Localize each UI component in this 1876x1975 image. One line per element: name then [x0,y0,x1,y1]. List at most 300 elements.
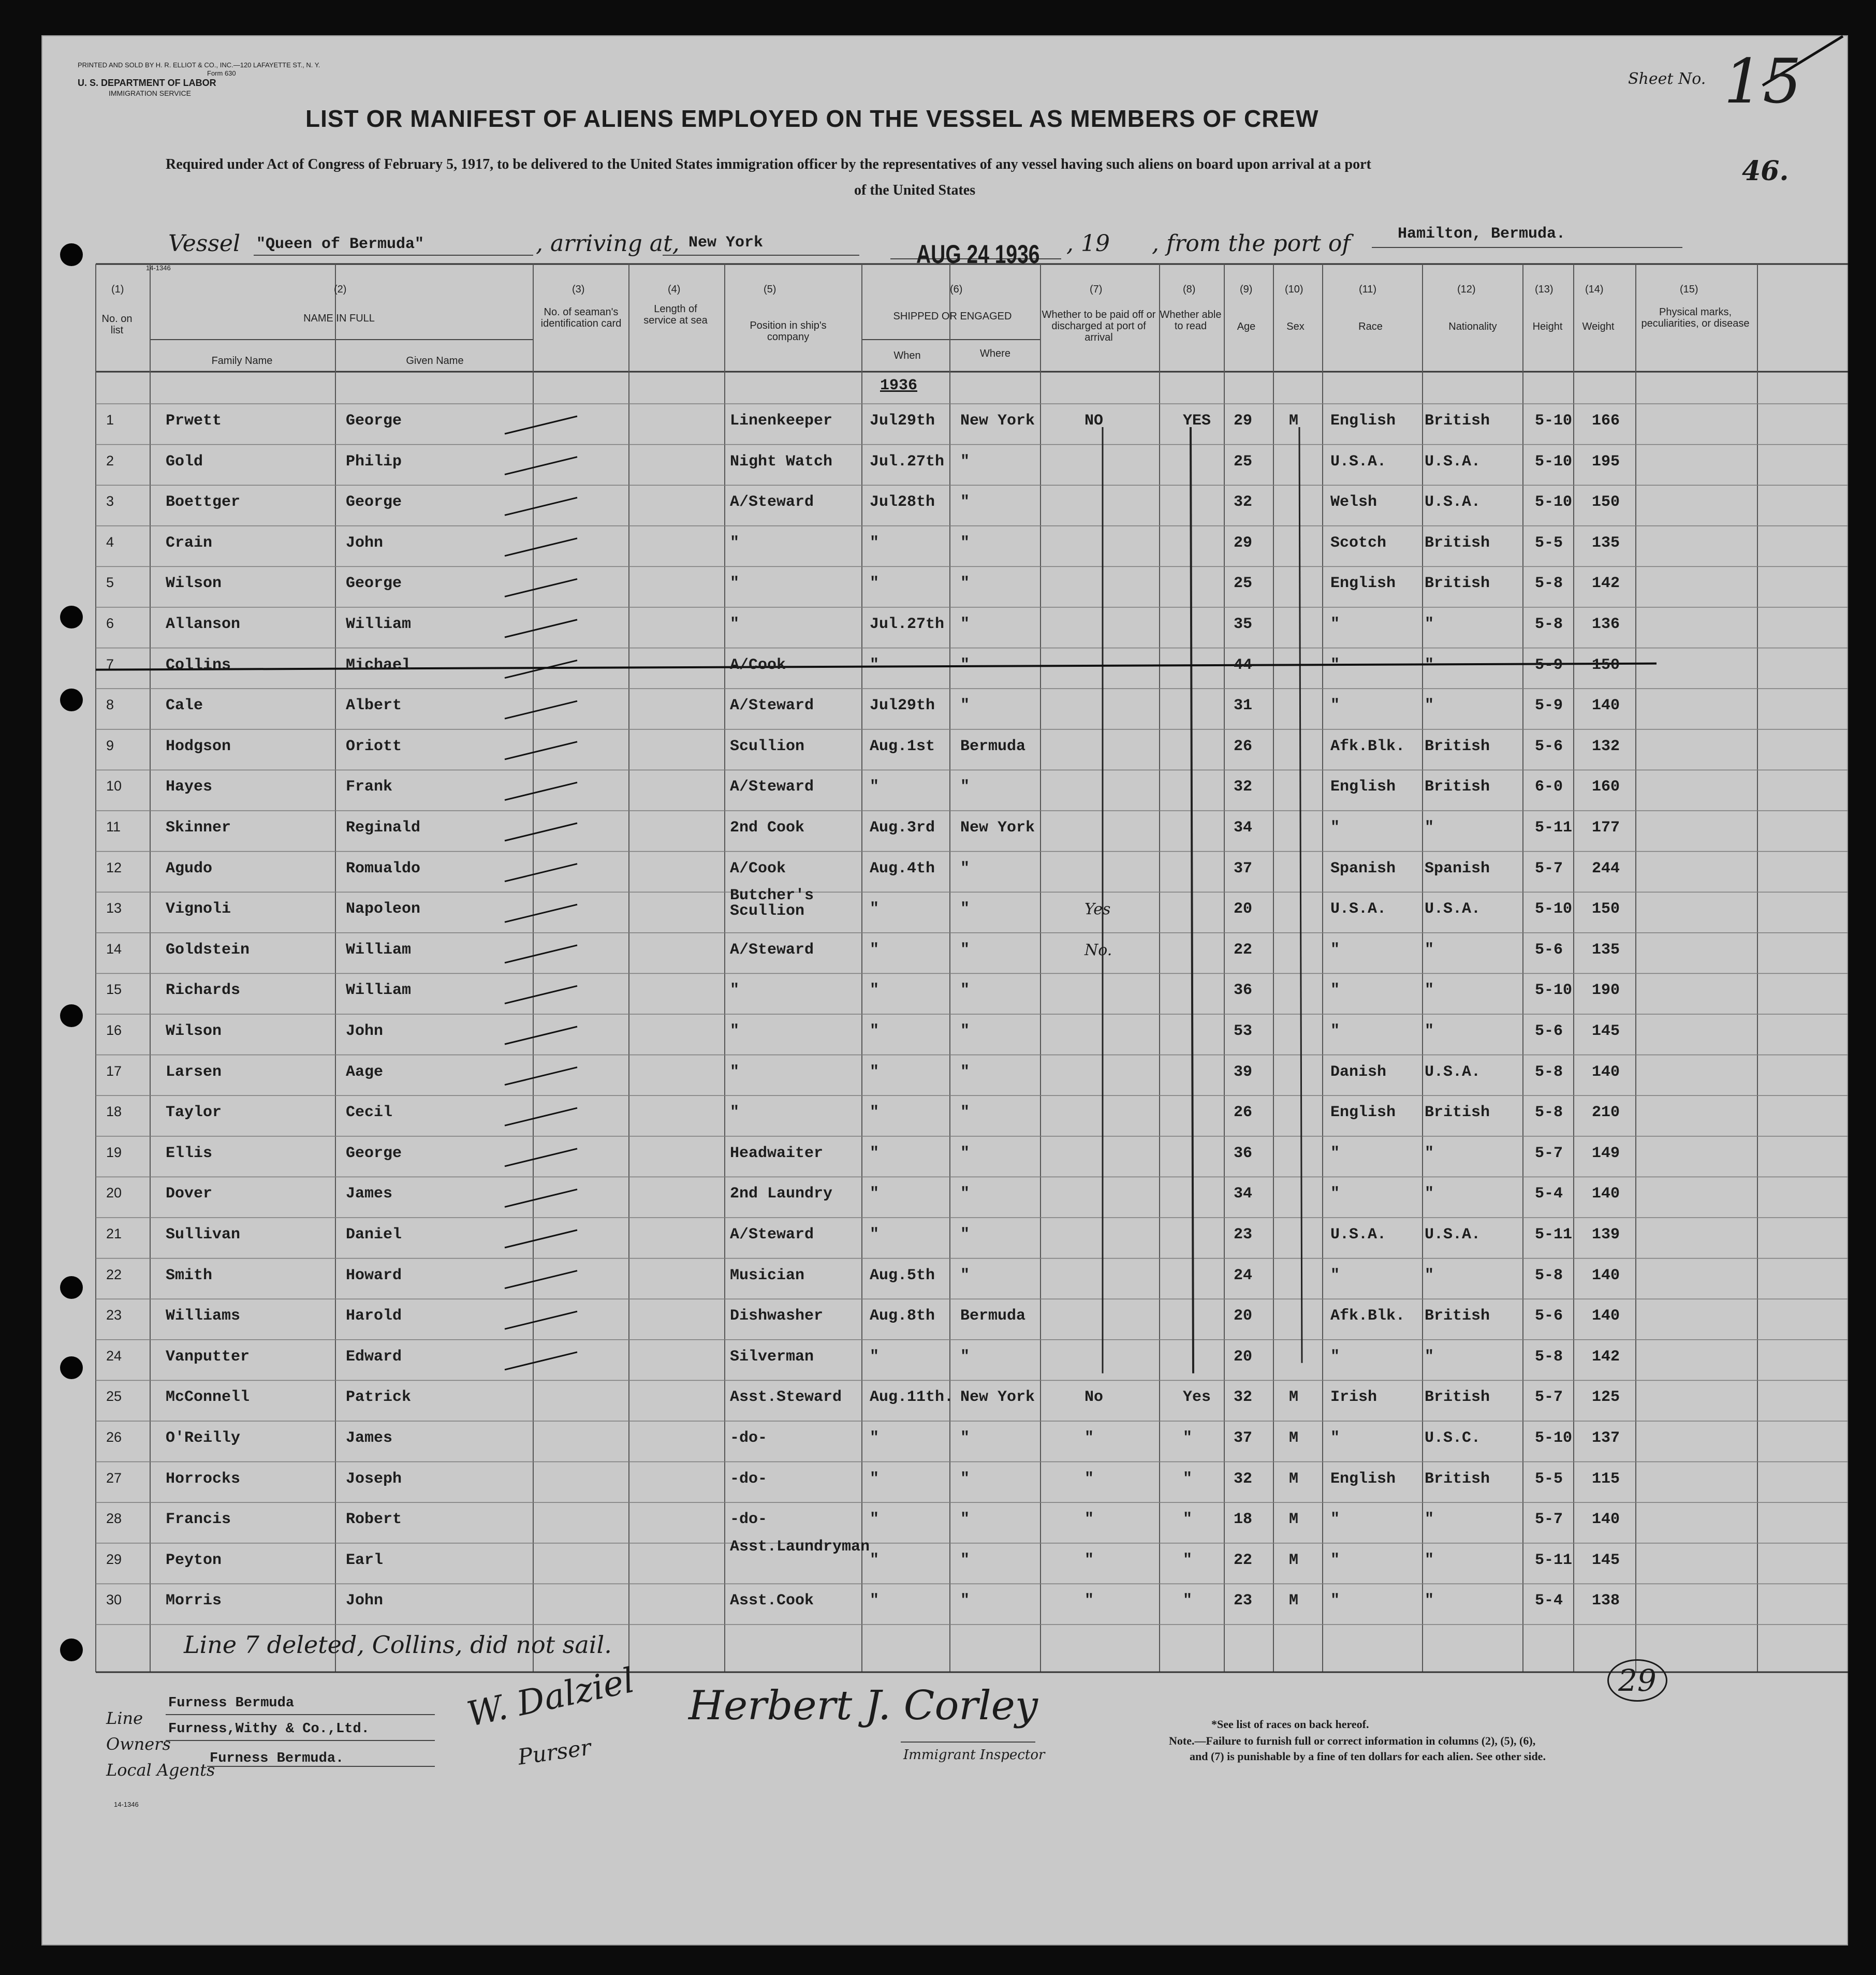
position-cell: Headwaiter [730,1144,824,1162]
nationality-cell: U.S.A. [1425,452,1481,471]
year-written: 1936 [880,377,918,394]
no-cell: 30 [106,1592,122,1608]
given-name-cell: Romualdo [346,859,421,877]
shipped-when-cell: Jul28th [870,493,935,511]
age-cell: 39 [1234,1063,1253,1081]
race-cell: " [1330,1266,1340,1284]
age-cell: 34 [1234,819,1253,837]
age-cell: 34 [1234,1185,1253,1203]
age-cell: 36 [1234,1144,1253,1162]
footer-form-code: 14-1346 [114,1801,139,1808]
shipped-when-cell: " [870,1592,880,1610]
footnote-races: *See list of races on back hereof. [1211,1718,1369,1731]
position-cell: " [730,575,740,593]
family-name-cell: Larsen [166,1063,222,1081]
shipped-when-cell: Aug.5th [870,1266,935,1284]
height-cell: 5-8 [1535,1266,1563,1284]
family-name-cell: Morris [166,1592,222,1610]
age-cell: 29 [1234,412,1253,430]
nationality-cell: British [1425,534,1490,552]
header-able-to-read: Whether able to read [1160,309,1222,332]
inspector-title: Immigrant Inspector [903,1747,1045,1763]
nationality-cell: " [1425,1022,1434,1040]
table-row [0,887,1876,932]
race-cell: U.S.A. [1330,1226,1387,1243]
shipped-where-cell: " [960,1063,970,1081]
nationality-cell: " [1425,941,1434,959]
nationality-cell: " [1425,1144,1434,1162]
paid-off-cell: " [1084,1511,1094,1529]
col-number-15: (15) [1680,284,1698,295]
header-given-name: Given Name [406,355,464,367]
position-cell: " [730,534,740,552]
header-position: Position in ship's company [750,320,827,343]
table-row [0,1538,1876,1584]
age-cell: 20 [1234,900,1253,918]
position-cell: Musician [730,1266,805,1284]
able-to-read-cell: " [1183,1429,1193,1447]
height-cell: 5-5 [1535,1470,1563,1488]
no-cell: 24 [106,1348,122,1364]
age-cell: 20 [1234,1348,1253,1366]
nationality-cell: " [1425,656,1434,674]
position-cell: " [730,1022,740,1040]
paid-off-cell: " [1084,1551,1094,1569]
paid-off-cell: No [1084,1388,1104,1407]
paid-off-cell: " [1084,1429,1094,1447]
shipped-where-cell: New York [960,1388,1035,1407]
age-cell: 18 [1234,1511,1253,1529]
shipped-where-cell: New York [960,412,1035,430]
age-cell: 20 [1234,1307,1253,1325]
table-row [0,485,1876,525]
nationality-cell: British [1425,1388,1490,1407]
age-cell: 32 [1234,493,1253,511]
shipped-when-cell: " [870,1551,880,1569]
age-cell: 22 [1234,941,1253,959]
line-value: Furness Bermuda [168,1695,295,1711]
nationality-cell: " [1425,1185,1434,1203]
family-name-cell: Sullivan [166,1226,241,1243]
age-cell: 32 [1234,1470,1253,1488]
no-cell: 12 [106,859,122,875]
position-cell: Linenkeeper [730,412,833,430]
form-subtitle: Required under Act of Congress of February 5, 1917, to be delivered to the United States immigration officer by the representatives of any vessel having such aliens on board upon arrival at a port [166,156,1371,172]
position-cell: A/Steward [730,493,814,511]
position-cell: A/Cook [730,859,786,877]
table-row [0,607,1876,648]
family-name-cell: Boettger [166,493,241,511]
weight-cell: 125 [1592,1388,1620,1407]
race-cell: English [1330,1470,1396,1488]
no-cell: 7 [106,656,114,672]
weight-cell: 150 [1592,656,1620,674]
no-cell: 11 [106,819,121,835]
position-cell: Asst.Cook [730,1592,814,1610]
no-cell: 28 [106,1511,122,1527]
table-row [0,1502,1876,1543]
family-name-cell: Hayes [166,778,213,796]
position-cell: Dishwasher [730,1307,824,1325]
nationality-cell: British [1425,1307,1490,1325]
nationality-cell: U.S.A. [1425,900,1481,918]
age-cell: 32 [1234,778,1253,796]
handwritten-note: Line 7 deleted, Collins, did not sail. [184,1631,612,1659]
race-cell: U.S.A. [1330,900,1387,918]
weight-cell: 140 [1592,1511,1620,1529]
family-name-cell: Vignoli [166,900,231,918]
age-cell: 37 [1234,1429,1253,1447]
no-cell: 17 [106,1063,122,1079]
header-sex: Sex [1286,321,1305,332]
nationality-cell: " [1425,1551,1434,1569]
sex-cell: M [1289,1511,1299,1529]
table-row [0,1055,1876,1095]
weight-cell: 150 [1592,900,1620,918]
given-name-cell: James [346,1185,393,1203]
height-cell: 6-0 [1535,778,1563,796]
col-number-1: (1) [111,284,124,295]
shipped-when-cell: Jul29th [870,412,935,430]
nationality-cell: British [1425,737,1490,755]
height-cell: 5-8 [1535,1063,1563,1081]
given-name-cell: John [346,1022,384,1040]
height-cell: 5-7 [1535,1144,1563,1162]
given-name-cell: Reginald [346,819,421,837]
height-cell: 5-7 [1535,1511,1563,1529]
weight-cell: 135 [1592,941,1620,959]
table-row [0,729,1876,770]
no-cell: 21 [106,1226,122,1241]
age-cell: 23 [1234,1592,1253,1610]
height-cell: 5-9 [1535,656,1563,674]
given-name-cell: William [346,982,412,1000]
height-cell: 5-6 [1535,1307,1563,1325]
family-name-cell: Prwett [166,412,222,430]
family-name-cell: Hodgson [166,737,231,755]
age-cell: 31 [1234,697,1253,715]
shipped-when-cell: " [870,1022,880,1040]
given-name-cell: Cecil [346,1104,393,1122]
col-number-13: (13) [1535,284,1553,295]
weight-cell: 132 [1592,737,1620,755]
no-cell: 19 [106,1144,122,1160]
race-cell: " [1330,819,1340,837]
shipped-when-cell: " [870,1185,880,1203]
header-weight: Weight [1582,321,1615,332]
given-name-cell: Philip [346,452,402,471]
no-cell: 20 [106,1185,122,1201]
height-cell: 5-11 [1535,819,1573,837]
age-cell: 26 [1234,1104,1253,1122]
race-cell: Irish [1330,1388,1377,1407]
able-to-read-cell: " [1183,1551,1193,1569]
shipped-where-cell: " [960,1144,970,1162]
departure-port: Hamilton, Bermuda. [1398,225,1566,243]
race-cell: Afk.Blk. [1330,737,1405,755]
no-cell: 3 [106,493,114,509]
col-number-4: (4) [668,284,681,295]
nationality-cell: U.S.A. [1425,493,1481,511]
table-row [0,1462,1876,1502]
table-row [0,1340,1876,1380]
age-cell: 22 [1234,1551,1253,1569]
table-row [0,770,1876,810]
header-paid-off: Whether to be paid off or discharged at port of arrival [1042,309,1156,343]
race-cell: " [1330,1429,1340,1447]
shipped-when-cell: " [870,1144,880,1162]
col-number-5: (5) [764,284,776,295]
height-cell: 5-10 [1535,412,1573,430]
header-shipped-engaged: SHIPPED OR ENGAGED [893,311,1012,322]
age-cell: 25 [1234,452,1253,471]
table-row [0,689,1876,729]
no-cell: 27 [106,1470,122,1486]
form-subtitle-2: of the United States [854,182,976,198]
shipped-when-cell: " [870,1226,880,1243]
purser-signature: W. Dalziel [463,1660,638,1735]
age-cell: 35 [1234,616,1253,633]
race-cell: " [1330,982,1340,1000]
col-number-14: (14) [1585,284,1604,295]
shipped-where-cell: " [960,859,970,877]
printer-credit: PRINTED AND SOLD BY H. R. ELLIOT & CO., INC.—120 LAFAYETTE ST., N. Y. [78,61,320,69]
vessel-name: "Queen of Bermuda" [256,236,424,253]
position-cell: " [730,982,740,1000]
weight-cell: 160 [1592,778,1620,796]
shipped-where-cell: " [960,1470,970,1488]
position-cell: Scullion [730,737,805,755]
no-cell: 16 [106,1022,122,1038]
weight-cell: 140 [1592,1185,1620,1203]
height-cell: 5-10 [1535,900,1573,918]
no-cell: 1 [106,412,114,428]
given-name-cell: George [346,493,402,511]
given-name-cell: Napoleon [346,900,421,918]
height-cell: 5-11 [1535,1551,1573,1569]
given-name-cell: Harold [346,1307,402,1325]
family-name-cell: Agudo [166,859,213,877]
given-name-cell: Aage [346,1063,384,1081]
header-no-on-list: No. on list [101,313,133,336]
family-name-cell: Collins [166,656,231,674]
table-row [0,811,1876,851]
no-cell: 25 [106,1388,122,1405]
nationality-cell: " [1425,819,1434,837]
family-name-cell: Richards [166,982,241,1000]
nationality-cell: British [1425,778,1490,796]
weight-cell: 136 [1592,616,1620,633]
given-name-cell: Albert [346,697,402,715]
position-cell: Asst.Steward [730,1388,842,1407]
shipped-when-cell: " [870,941,880,959]
race-cell: " [1330,656,1340,674]
family-name-cell: Dover [166,1185,213,1203]
nationality-cell: British [1425,412,1490,430]
shipped-when-cell: " [870,900,880,918]
race-cell: " [1330,1022,1340,1040]
height-cell: 5-10 [1535,1429,1573,1447]
family-name-cell: Francis [166,1511,231,1529]
shipped-where-cell: " [960,778,970,796]
given-name-cell: John [346,1592,384,1610]
position-cell: Night Watch [730,452,833,471]
nationality-cell: U.S.A. [1425,1063,1481,1081]
header-age: Age [1237,321,1256,332]
shipped-where-cell: " [960,1348,970,1366]
given-name-cell: Edward [346,1348,402,1366]
shipped-when-cell: Jul.27th [870,452,945,471]
given-name-cell: Robert [346,1511,402,1529]
age-cell: 44 [1234,656,1253,674]
height-cell: 5-8 [1535,1104,1563,1122]
weight-cell: 140 [1592,1266,1620,1284]
department-name: U. S. DEPARTMENT OF LABOR [78,78,216,88]
owners-value: Furness,Withy & Co.,Ltd. [168,1721,370,1737]
purser-title: Purser [516,1734,593,1770]
height-cell: 5-7 [1535,859,1563,877]
table-row [0,1177,1876,1217]
height-cell: 5-6 [1535,737,1563,755]
table-row [0,1218,1876,1258]
given-name-cell: John [346,534,384,552]
race-cell: English [1330,1104,1396,1122]
family-name-cell: Allanson [166,616,241,633]
age-cell: 37 [1234,859,1253,877]
family-name-cell: Wilson [166,1022,222,1040]
race-cell: " [1330,1511,1340,1529]
paid-off-cell: " [1084,1470,1094,1488]
weight-cell: 115 [1592,1470,1620,1488]
weight-cell: 135 [1592,534,1620,552]
table-row [0,973,1876,1014]
weight-cell: 190 [1592,982,1620,1000]
sex-cell: M [1289,412,1299,430]
family-name-cell: Smith [166,1266,213,1284]
shipped-where-cell: New York [960,819,1035,837]
shipped-where-cell: " [960,1104,970,1122]
weight-cell: 150 [1592,493,1620,511]
shipped-when-cell: Aug.3rd [870,819,935,837]
service-name: IMMIGRATION SERVICE [109,89,191,97]
family-name-cell: Horrocks [166,1470,241,1488]
no-cell: 9 [106,737,114,753]
given-name-cell: Michael [346,656,412,674]
no-cell: 18 [106,1104,122,1120]
sex-cell: M [1289,1592,1299,1610]
race-cell: " [1330,616,1340,633]
height-cell: 5-8 [1535,616,1563,633]
header-physical-marks: Physical marks, peculiarities, or disease [1641,306,1750,329]
table-row [0,1421,1876,1461]
paid-off-cell: NO [1084,412,1104,430]
shipped-where-cell: " [960,941,970,959]
shipped-when-cell: Jul.27th [870,616,945,633]
nationality-cell: British [1425,1470,1490,1488]
race-cell: " [1330,697,1340,715]
shipped-where-cell: Bermuda [960,737,1026,755]
family-name-cell: Wilson [166,575,222,593]
sex-cell: M [1289,1388,1299,1407]
shipped-where-cell: Bermuda [960,1307,1026,1325]
nationality-cell: " [1425,1592,1434,1610]
race-cell: Spanish [1330,859,1396,877]
given-name-cell: Joseph [346,1470,402,1488]
height-cell: 5-4 [1535,1185,1563,1203]
height-cell: 5-6 [1535,941,1563,959]
col-number-8: (8) [1183,284,1196,295]
given-name-cell: Frank [346,778,393,796]
col-number-6: (6) [950,284,963,295]
date-stamp: AUG 24 1936 [916,240,1040,269]
family-name-cell: Ellis [166,1144,213,1162]
table-row [0,1014,1876,1055]
position-cell: Butcher's Scullion [730,887,814,920]
col-number-2: (2) [334,284,347,295]
given-name-cell: James [346,1429,393,1447]
race-cell: " [1330,1144,1340,1162]
arriving-label: , arriving at, [536,230,680,257]
col-number-7: (7) [1090,284,1103,295]
position-cell: 2nd Cook [730,819,805,837]
able-to-read-cell: " [1183,1470,1193,1488]
weight-cell: 210 [1592,1104,1620,1122]
given-name-cell: Oriott [346,737,402,755]
shipped-when-cell: " [870,1063,880,1081]
shipped-when-cell: " [870,534,880,552]
height-cell: 5-5 [1535,534,1563,552]
agents-label: Local Agents [106,1760,215,1780]
table-row [0,1095,1876,1136]
header-race: Race [1358,321,1383,332]
height-cell: 5-6 [1535,1022,1563,1040]
no-cell: 13 [106,900,122,916]
form-title: LIST OR MANIFEST OF ALIENS EMPLOYED ON THE VESSEL AS MEMBERS OF CREW [305,105,1319,132]
weight-cell: 139 [1592,1226,1620,1243]
given-name-cell: George [346,1144,402,1162]
weight-cell: 145 [1592,1022,1620,1040]
position-cell: " [730,616,740,633]
race-cell: Scotch [1330,534,1387,552]
able-to-read-cell: Yes [1183,1388,1211,1407]
shipped-where-cell: " [960,656,970,674]
race-cell: English [1330,778,1396,796]
family-name-cell: Goldstein [166,941,250,959]
shipped-when-cell: Aug.4th [870,859,935,877]
nationality-cell: British [1425,1104,1490,1122]
given-name-cell: Earl [346,1551,384,1569]
age-cell: 23 [1234,1226,1253,1243]
inspector-signature: Herbert J. Corley [688,1683,1038,1729]
given-name-cell: Patrick [346,1388,412,1407]
shipped-where-cell: " [960,1429,970,1447]
shipped-where-cell: " [960,900,970,918]
race-cell: " [1330,1185,1340,1203]
no-cell: 5 [106,575,114,591]
shipped-when-cell: " [870,1511,880,1529]
weight-cell: 140 [1592,1063,1620,1081]
shipped-when-cell: " [870,778,880,796]
sex-cell: M [1289,1470,1299,1488]
race-cell: " [1330,1348,1340,1366]
weight-cell: 166 [1592,412,1620,430]
small-code: 14-1346 [146,264,171,272]
height-cell: 5-11 [1535,1226,1573,1243]
family-name-cell: O'Reilly [166,1429,241,1447]
col-number-3: (3) [572,284,585,295]
table-row [0,526,1876,566]
col-number-9: (9) [1240,284,1253,295]
